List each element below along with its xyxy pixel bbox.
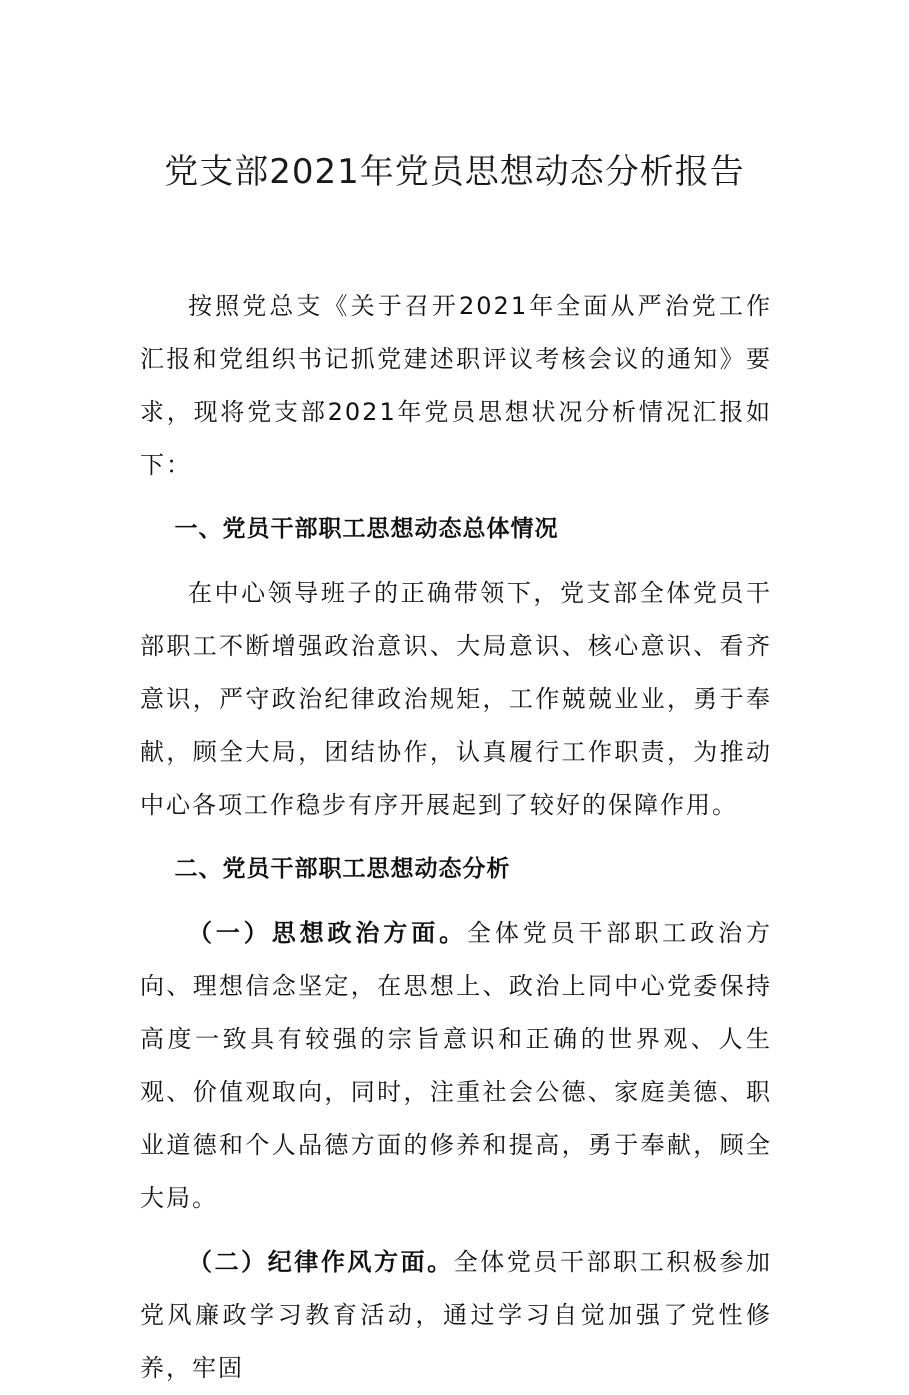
section-1-heading: 一、党员干部职工思想动态总体情况: [174, 516, 559, 542]
document-title: 党支部2021年党员思想动态分析报告: [164, 152, 745, 192]
section-2-heading: 二、党员干部职工思想动态分析: [174, 856, 511, 882]
item-2-lead: （二）纪律作风方面。: [188, 1248, 454, 1276]
intro-paragraph: 按照党总支《关于召开2021年全面从严治党工作汇报和党组织书记抓党建述职评议考核会议的通知》要求，现将党支部2021年党员思想状况分析情况汇报如下：: [140, 292, 772, 479]
item-2-text: 全体党员干部职工积极参加党风廉政学习教育活动，通过学习自觉加强了党性修养，牢固: [140, 1248, 773, 1382]
section-1-paragraph: 在中心领导班子的正确带领下，党支部全体党员干部职工不断增强政治意识、大局意识、核心意识、看齐意识，严守政治纪律政治规矩，工作兢兢业业，勇于奉献，顾全大局，团结协作，认真履行工作职责，为推动中心各项工作稳步有序开展起到了较好的保障作用。: [140, 579, 772, 819]
section-2-item-1: [140, 907, 772, 1225]
section-2-item-2: [140, 1236, 772, 1395]
document-body: [140, 280, 772, 1395]
item-1-text: 全体党员干部职工政治方向、理想信念坚定，在思想上、政治上同中心党委保持高度一致具有较强的宗旨意识和正确的世界观、人生观、价值观取向，同时，注重社会公德、家庭美德、职业道德和个人品德方面的修养和提高，勇于奉献，顾全大局。: [140, 919, 772, 1212]
item-1-lead: （一）思想政治方面。: [188, 919, 467, 947]
